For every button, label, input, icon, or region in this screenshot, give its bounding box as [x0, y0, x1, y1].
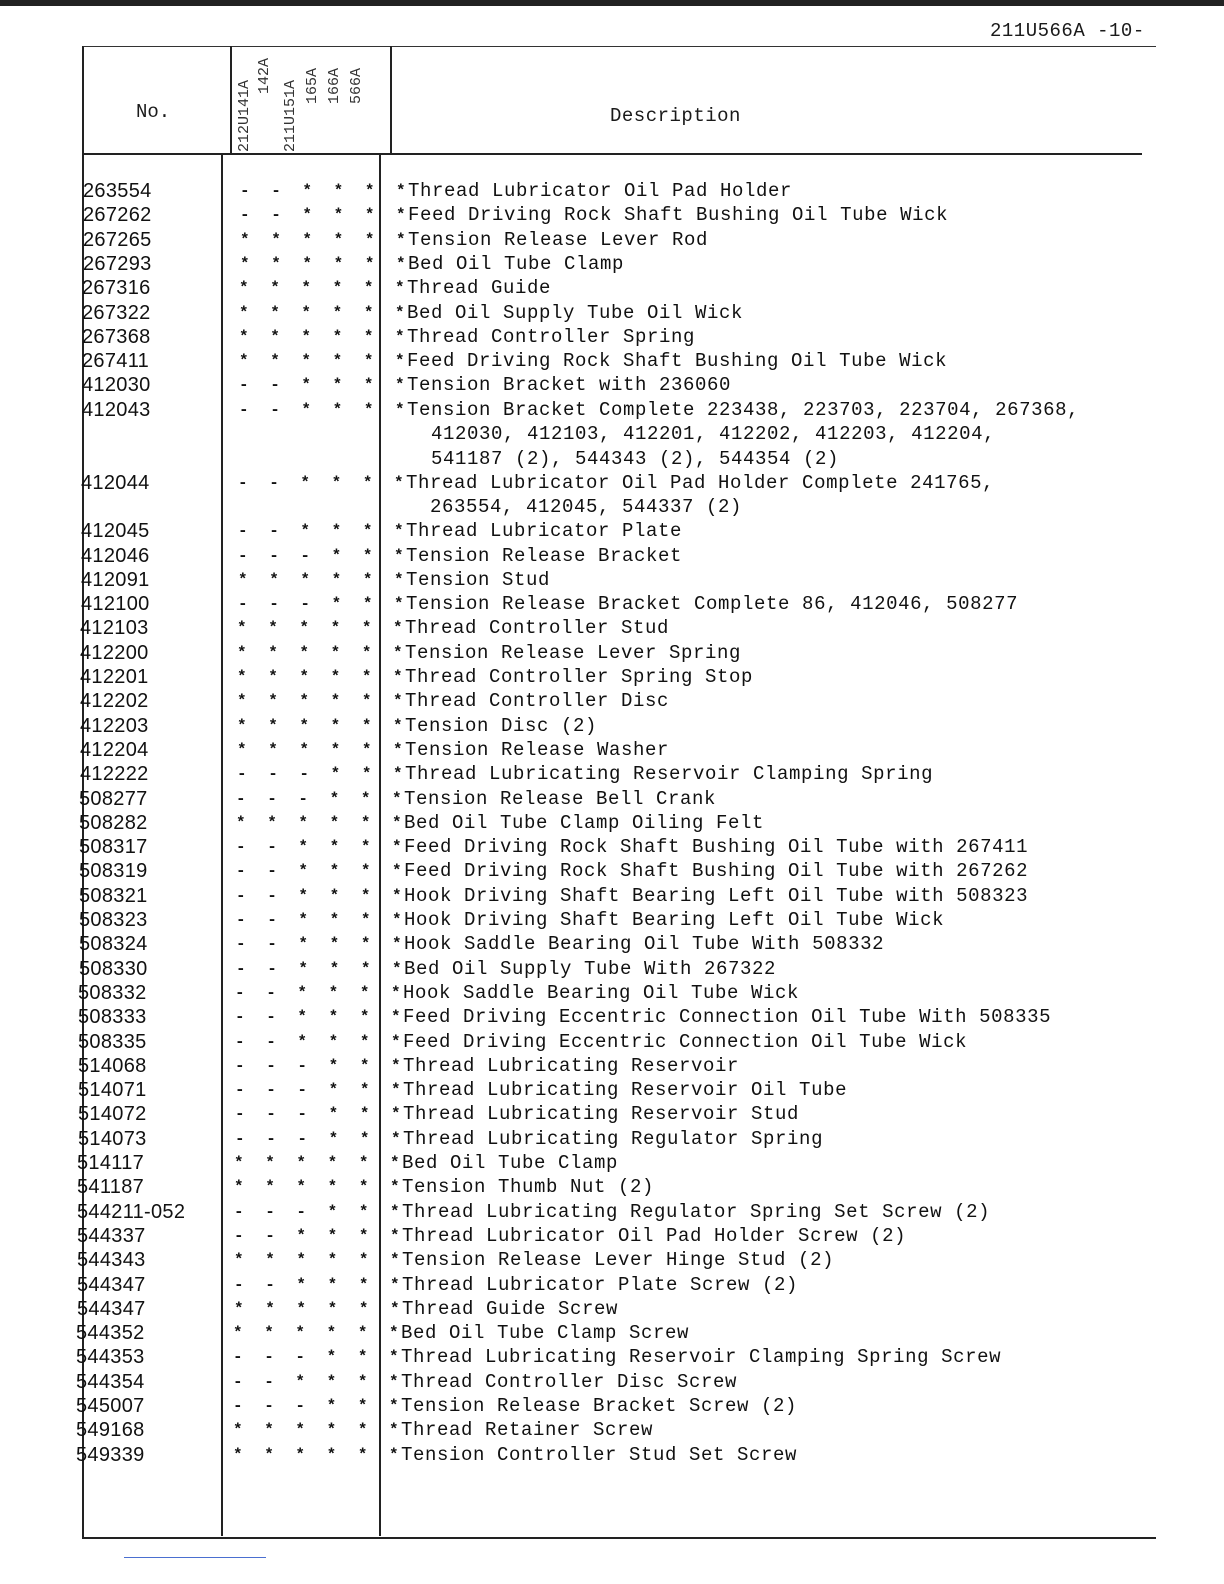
model-applicability-marks: - - - * * *: [233, 1397, 405, 1415]
model-header: 212U141A: [236, 79, 253, 152]
part-description: Thread Lubricating Regulator Spring: [403, 1128, 824, 1150]
table-row: [0, 812, 1224, 836]
part-description: Thread Controller Disc Screw: [401, 1371, 738, 1393]
part-description: Thread Lubricator Oil Pad Holder: [408, 180, 793, 202]
table-row: [0, 788, 1224, 812]
model-applicability-marks: - - * * * *: [238, 522, 410, 540]
part-description: Thread Controller Spring: [407, 326, 696, 348]
part-description: Thread Guide: [407, 277, 552, 299]
part-description: Hook Driving Shaft Bearing Left Oil Tube Wick: [404, 909, 945, 931]
model-header: 566A: [348, 67, 365, 104]
part-number: 508317: [79, 836, 148, 858]
table-row: [0, 1249, 1224, 1273]
table-row: [0, 399, 1224, 470]
table-row: [0, 642, 1224, 666]
model-applicability-marks: - - - * * *: [235, 1130, 407, 1148]
model-applicability-marks: - - * * * *: [236, 911, 408, 929]
model-applicability-marks: * * * * * *: [237, 717, 409, 735]
table-row: [0, 350, 1224, 374]
part-number: 412100: [81, 593, 150, 615]
table-row: [0, 617, 1224, 641]
model-applicability-marks: - - - * * *: [235, 1057, 407, 1075]
part-description: Thread Lubricating Reservoir Stud: [403, 1103, 800, 1125]
part-description: Hook Driving Shaft Bearing Left Oil Tube with 508323: [404, 885, 1029, 907]
part-description: Bed Oil Supply Tube With 267322: [404, 958, 777, 980]
model-applicability-marks: - - - * * *: [235, 1105, 407, 1123]
model-applicability-marks: - - - * * *: [235, 1081, 407, 1099]
table-row: [0, 715, 1224, 739]
table-row: [0, 1444, 1224, 1468]
part-description: Thread Lubricator Plate Screw (2): [402, 1274, 799, 1296]
part-number: 412222: [80, 763, 149, 785]
model-applicability-marks: * * * * * *: [237, 644, 409, 662]
part-number: 412103: [80, 617, 149, 639]
model-header: 166A: [326, 67, 343, 104]
part-number: 508330: [79, 958, 148, 980]
page-top-edge: [0, 0, 1224, 6]
model-applicability-marks: - - * * * *: [236, 838, 408, 856]
part-number: 549339: [76, 1444, 145, 1466]
table-row: [0, 1201, 1224, 1225]
part-description: Tension Release Lever Hinge Stud (2): [402, 1249, 835, 1271]
model-column-headers: [237, 52, 391, 152]
table-row: [0, 277, 1224, 301]
part-number: 267368: [82, 326, 151, 348]
table-row: [0, 1274, 1224, 1298]
table-row: [0, 1103, 1224, 1127]
part-number: 412202: [80, 690, 149, 712]
part-description: Hook Saddle Bearing Oil Tube Wick: [403, 982, 800, 1004]
part-description: Thread Controller Spring Stop: [405, 666, 754, 688]
table-row: [0, 1079, 1224, 1103]
part-description: Feed Driving Rock Shaft Bushing Oil Tube with 267411: [404, 836, 1029, 858]
model-applicability-marks: - - * * * *: [235, 1008, 407, 1026]
model-applicability-marks: * * * * * *: [233, 1446, 405, 1464]
part-number: 541187: [77, 1176, 145, 1198]
model-applicability-marks: * * * * * *: [237, 668, 409, 686]
part-number: 544347: [77, 1298, 146, 1320]
table-row: [0, 1346, 1224, 1370]
part-description: Bed Oil Tube Clamp Oiling Felt: [404, 812, 765, 834]
part-description: Thread Lubricating Regulator Spring Set Screw (2): [402, 1201, 991, 1223]
table-row: [0, 1225, 1224, 1249]
table-row: [0, 860, 1224, 884]
part-number: 544343: [77, 1249, 146, 1271]
model-applicability-marks: * * * * * *: [234, 1251, 406, 1269]
model-applicability-marks: * * * * * *: [234, 1178, 406, 1196]
table-row: [0, 1006, 1224, 1030]
part-number: 263554: [83, 180, 152, 202]
part-number: 508321: [79, 885, 148, 907]
part-number: 545007: [76, 1395, 145, 1417]
part-number: 514073: [78, 1128, 147, 1150]
part-number: 508332: [78, 982, 147, 1004]
table-row: [0, 933, 1224, 957]
model-applicability-marks: - - * * * *: [235, 1033, 407, 1051]
part-number: 544211-052: [77, 1201, 186, 1223]
part-description: Bed Oil Supply Tube Oil Wick: [407, 302, 744, 324]
model-applicability-marks: - - * * * *: [234, 1227, 406, 1245]
model-applicability-marks: * * * * * *: [239, 352, 411, 370]
part-number: 267316: [82, 277, 151, 299]
part-number: 508319: [79, 860, 148, 882]
part-description: Tension Bracket with 236060: [407, 374, 732, 396]
part-description: Thread Lubricator Oil Pad Holder Screw (2): [402, 1225, 907, 1247]
model-applicability-marks: * * * * * *: [233, 1324, 405, 1342]
model-applicability-marks: * * * * * *: [234, 1300, 406, 1318]
part-description: Thread Controller Disc: [405, 690, 670, 712]
table-row: [0, 1322, 1224, 1346]
model-applicability-marks: - - * * * *: [236, 960, 408, 978]
model-applicability-marks: * * * * * *: [238, 571, 410, 589]
part-number: 412043: [82, 399, 151, 421]
part-number: 508277: [79, 788, 148, 810]
part-description-continued: 263554, 412045, 544337 (2): [430, 496, 743, 518]
model-applicability-marks: - - * * * *: [235, 984, 407, 1002]
part-number: 412044: [81, 472, 150, 494]
model-applicability-marks: * * * * * *: [237, 741, 409, 759]
part-number: 508333: [78, 1006, 147, 1028]
table-row: [0, 253, 1224, 277]
model-applicability-marks: - - - * * *: [234, 1203, 406, 1221]
part-number: 508324: [79, 933, 148, 955]
part-number: 508323: [79, 909, 148, 931]
model-applicability-marks: - - * * * *: [233, 1373, 405, 1391]
part-number: 544352: [76, 1322, 145, 1344]
table-row: [0, 1419, 1224, 1443]
part-description: Tension Release Washer: [405, 739, 670, 761]
part-number: 514071: [78, 1079, 147, 1101]
model-applicability-marks: - - - * * *: [238, 547, 410, 565]
column-divider-no-models-header: [230, 46, 232, 154]
model-applicability-marks: - - * * * *: [236, 862, 408, 880]
model-applicability-marks: * * * * * *: [240, 255, 412, 273]
part-description: Tension Thumb Nut (2): [402, 1176, 655, 1198]
table-row: [0, 374, 1224, 398]
page-number: 211U566A -10-: [990, 20, 1145, 42]
table-row: [0, 1176, 1224, 1200]
model-applicability-marks: - - * * * *: [239, 401, 411, 419]
model-applicability-marks: - - * * * *: [236, 887, 408, 905]
part-description: Feed Driving Rock Shaft Bushing Oil Tube Wick: [408, 204, 949, 226]
table-row: [0, 1055, 1224, 1079]
part-number: 267322: [82, 302, 151, 324]
model-header: 142A: [256, 57, 273, 94]
part-number: 508335: [78, 1031, 147, 1053]
part-description: Tension Release Bracket: [406, 545, 683, 567]
table-row: [0, 1031, 1224, 1055]
part-description: Tension Bracket Complete 223438, 223703, 223704, 267368,: [407, 399, 1080, 421]
part-number: 412091: [81, 569, 150, 591]
table-row: [0, 593, 1224, 617]
model-applicability-marks: - - * * * *: [236, 935, 408, 953]
part-description: Thread Lubricating Reservoir Clamping Spring: [405, 763, 934, 785]
model-applicability-marks: * * * * * *: [240, 231, 412, 249]
part-number: 412200: [80, 642, 149, 664]
model-applicability-marks: - - * * * *: [240, 182, 412, 200]
table-row: [0, 520, 1224, 544]
part-description: Feed Driving Eccentric Connection Oil Tube Wick: [403, 1031, 968, 1053]
part-description-continued: 541187 (2), 544343 (2), 544354 (2): [431, 448, 840, 470]
part-number: 514068: [78, 1055, 147, 1077]
part-description: Thread Lubricator Oil Pad Holder Complete 241765,: [406, 472, 995, 494]
table-row: [0, 1371, 1224, 1395]
part-description: Tension Release Bell Crank: [404, 788, 717, 810]
table-row: [0, 569, 1224, 593]
model-applicability-marks: * * * * * *: [233, 1421, 405, 1439]
footer-rule: [124, 1557, 266, 1558]
table-row: [0, 1298, 1224, 1322]
part-description: Feed Driving Eccentric Connection Oil Tube With 508335: [403, 1006, 1052, 1028]
table-row: [0, 885, 1224, 909]
part-number: 267262: [83, 204, 152, 226]
table-row: [0, 204, 1224, 228]
part-number: 412046: [81, 545, 150, 567]
model-applicability-marks: - - * * * *: [234, 1276, 406, 1294]
part-description: Feed Driving Rock Shaft Bushing Oil Tube with 267262: [404, 860, 1029, 882]
part-number: 544337: [77, 1225, 146, 1247]
part-description: Tension Disc (2): [405, 715, 598, 737]
part-number: 267265: [83, 229, 152, 251]
model-applicability-marks: - - * * * *: [239, 376, 411, 394]
part-description: Thread Guide Screw: [402, 1298, 619, 1320]
model-applicability-marks: * * * * * *: [236, 814, 408, 832]
column-header-no: No.: [136, 101, 171, 123]
part-number: 544354: [76, 1371, 145, 1393]
model-header: 165A: [304, 67, 321, 104]
table-row: [0, 982, 1224, 1006]
part-description: Tension Release Lever Rod: [408, 229, 709, 251]
column-header-description: Description: [610, 105, 741, 127]
model-applicability-marks: - - - * * *: [236, 790, 408, 808]
model-applicability-marks: - - - * * *: [237, 765, 409, 783]
part-number: 544353: [76, 1346, 145, 1368]
model-header: 211U151A: [282, 79, 299, 152]
part-number: 508282: [79, 812, 148, 834]
part-number: 514117: [77, 1152, 145, 1174]
table-row: [0, 326, 1224, 350]
table-row: [0, 958, 1224, 982]
model-applicability-marks: * * * * * *: [237, 619, 409, 637]
header-underline: [82, 153, 1142, 155]
model-applicability-marks: * * * * * *: [237, 692, 409, 710]
table-row: [0, 690, 1224, 714]
part-description: Bed Oil Tube Clamp: [402, 1152, 619, 1174]
part-description: Bed Oil Tube Clamp Screw: [401, 1322, 690, 1344]
part-description: Hook Saddle Bearing Oil Tube With 508332: [404, 933, 885, 955]
model-applicability-marks: - - * * * *: [240, 206, 412, 224]
part-description: Thread Controller Stud: [405, 617, 670, 639]
table-row: [0, 836, 1224, 860]
model-applicability-marks: - - - * * *: [233, 1348, 405, 1366]
part-description: Tension Release Bracket Complete 86, 412046, 508277: [406, 593, 1019, 615]
table-row: [0, 739, 1224, 763]
table-row: [0, 666, 1224, 690]
part-number: 549168: [76, 1419, 145, 1441]
table-row: [0, 1395, 1224, 1419]
part-number: 412204: [80, 739, 149, 761]
part-description-continued: 412030, 412103, 412201, 412202, 412203, 412204,: [431, 423, 996, 445]
model-applicability-marks: * * * * * *: [239, 304, 411, 322]
model-applicability-marks: * * * * * *: [239, 328, 411, 346]
part-description: Thread Lubricator Plate: [406, 520, 683, 542]
part-description: Tension Release Lever Spring: [405, 642, 742, 664]
part-description: Bed Oil Tube Clamp: [408, 253, 625, 275]
part-number: 544347: [77, 1274, 146, 1296]
part-number: 412045: [81, 520, 150, 542]
table-row: [0, 302, 1224, 326]
model-applicability-marks: * * * * * *: [234, 1154, 406, 1172]
part-number: 412030: [82, 374, 151, 396]
model-applicability-marks: - - * * * *: [238, 474, 410, 492]
part-description: Thread Lubricating Reservoir Clamping Spring Screw: [401, 1346, 1002, 1368]
table-row: [0, 1128, 1224, 1152]
part-number: 267293: [83, 253, 152, 275]
table-row: [0, 909, 1224, 933]
model-applicability-marks: - - - * * *: [238, 595, 410, 613]
table-row: [0, 545, 1224, 569]
table-row: [0, 763, 1224, 787]
part-number: 412203: [80, 715, 149, 737]
part-description: Thread Lubricating Reservoir: [403, 1055, 740, 1077]
part-number: 267411: [82, 350, 150, 372]
part-description: Tension Stud: [406, 569, 551, 591]
part-number: 412201: [80, 666, 149, 688]
table-row: [0, 1152, 1224, 1176]
part-description: Thread Lubricating Reservoir Oil Tube: [403, 1079, 848, 1101]
part-description: Thread Retainer Screw: [401, 1419, 654, 1441]
model-applicability-marks: * * * * * *: [239, 279, 411, 297]
part-description: Tension Release Bracket Screw (2): [401, 1395, 798, 1417]
part-description: Feed Driving Rock Shaft Bushing Oil Tube Wick: [407, 350, 948, 372]
table-row: [0, 180, 1224, 204]
table-row: [0, 472, 1224, 518]
part-description: Tension Controller Stud Set Screw: [401, 1444, 798, 1466]
part-number: 514072: [78, 1103, 147, 1125]
table-row: [0, 229, 1224, 253]
